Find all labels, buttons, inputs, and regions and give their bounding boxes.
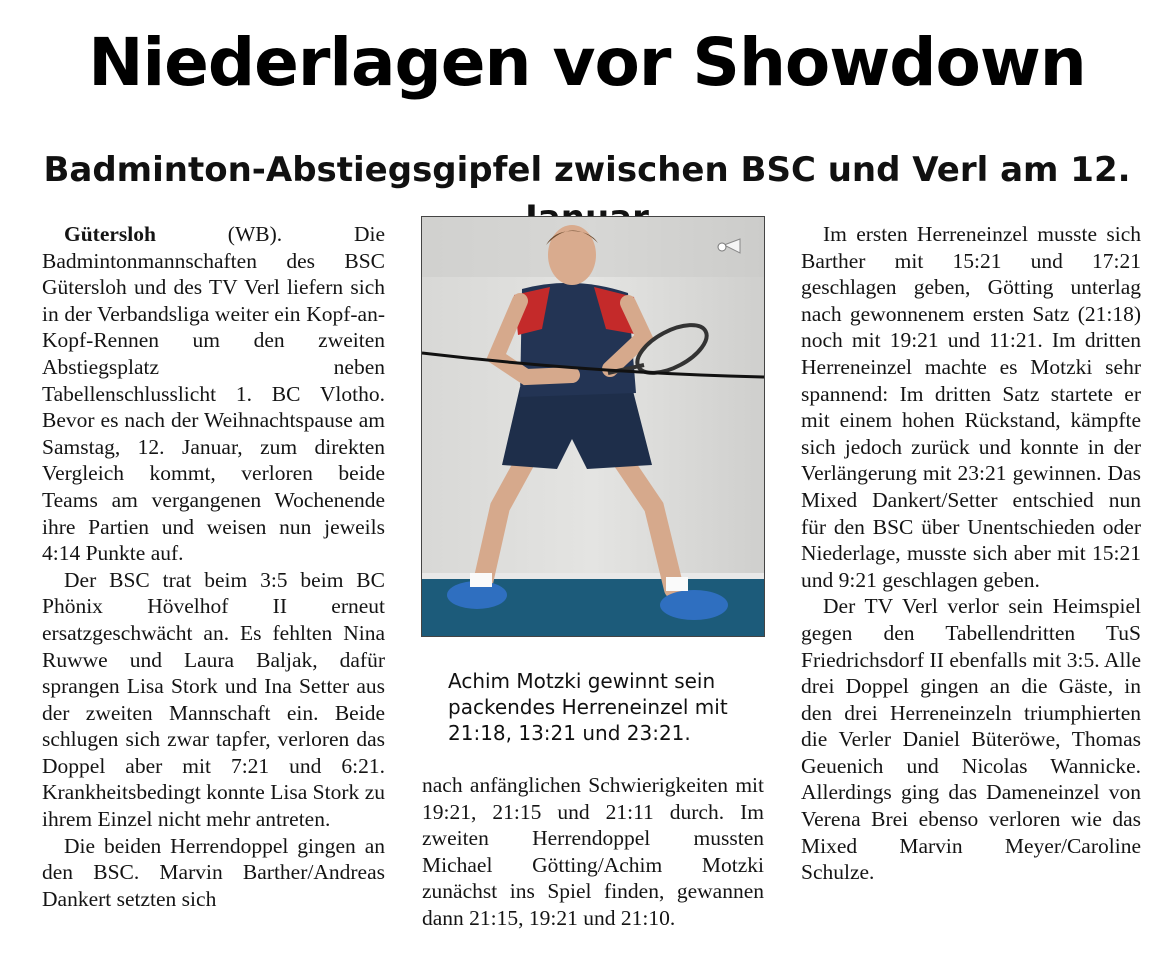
subheadline: Badminton-Abstiegsgipfel zwischen BSC und Verl am 12. bbox=[43, 150, 1131, 190]
paragraph: Der TV Verl verlor sein Heimspiel gegen den Tabellendritten TuS Friedrichsdorf II ebenfalls mit 3:5. Alle drei Doppel gingen an die Gäste, in den drei Herreneinzeln triumphierten die Verler Daniel Büteröwe, Thomas Geuenich und Nicolas Wannicke. Allerdings ging das Dameneinzel von Verena Brei ebenso verloren wie das Mixed Marvin Meyer/Caroline Schulze. bbox=[801, 594, 1141, 885]
article-column-2 bbox=[422, 772, 764, 932]
paragraph: Im ersten Herreneinzel musste sich Barther mit 15:21 und 17:21 geschlagen geben, Götting unterlag nach gewonnenem ersten Satz (21:18) noch mit 19:21 und 11:21. Im dritten Herreneinzel machte es Motzki sehr spannend: Im dritten Satz startete er mit einem hohen Rückstand, kämpfte sich jedoch zurück und konnte in der Verlängerung mit 23:21 gewinnen. Das Mixed Dankert/Setter entschied nun für den BSC über Unentschieden oder Niederlage, musste sich aber mit 15:21 und 9:21 geschlagen geben. bbox=[801, 222, 1141, 592]
photo-caption: Achim Motzki gewinnt sein packendes Herreneinzel mit 21:18, 13:21 und 23:21. bbox=[448, 669, 728, 745]
paragraph bbox=[42, 221, 385, 567]
paragraph: Der BSC trat beim 3:5 beim BC Phönix Hövelhof II erneut ersatzgeschwächt an. Es fehlten Nina Ruwwe und Laura Baljak, dafür sprangen Lisa Stork und Ina Setter aus der zweiten Mannschaft ein. Beide schlugen sich zwar tapfer, verloren das Doppel aber mit 7:21 und 6:21. Krankheitsbedingt konnte Lisa Stork zu ihrem Einzel nicht mehr antreten. bbox=[42, 567, 385, 832]
badminton-player-illustration bbox=[422, 217, 764, 636]
article-photo bbox=[421, 216, 765, 637]
paragraph-text: (WB). Die Badmintonmannschaften des BSC Gütersloh und des TV Verl liefern sich in der Verbandsliga weiter ein Kopf-an-Kopf-Rennen um den zweiten Abstiegsplatz neben Tabellenschlusslicht 1. BC Vlotho. Bevor es nach der Weihnachtspause am Samstag, 12. Januar, zum direkten Vergleich kommt, verloren beide Teams am vergangenen Wochenende ihre Partien und weisen nun jeweils 4:14 Punkte auf. bbox=[42, 222, 385, 566]
article-column-3 bbox=[801, 221, 1141, 886]
paragraph: nach anfänglichen Schwierigkeiten mit 19:21, 21:15 und 21:11 durch. Im zweiten Herrendoppel mussten Michael Götting/Achim Motzki zunächst ins Spiel finden, gewannen dann 21:15, 19:21 und 21:10. bbox=[422, 773, 764, 930]
paragraph: Die beiden Herrendoppel gingen an den BSC. Marvin Barther/Andreas Dankert setzten sich bbox=[42, 833, 385, 911]
dateline: Gütersloh bbox=[64, 222, 156, 246]
headline: Niederlagen vor Showdown bbox=[88, 24, 1086, 101]
article-column-1 bbox=[42, 221, 385, 912]
